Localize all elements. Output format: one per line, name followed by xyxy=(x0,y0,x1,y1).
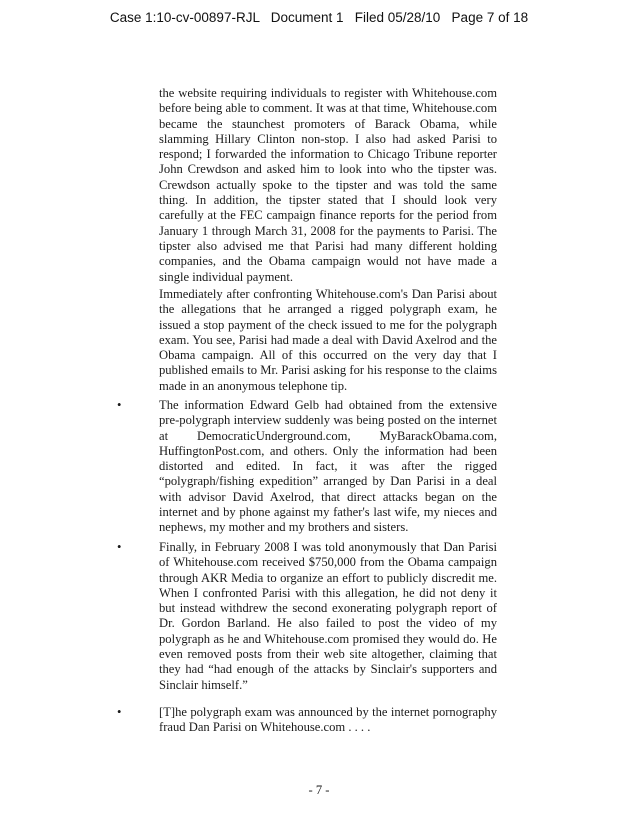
bullet-3: • xyxy=(117,705,122,719)
bullet-2: • xyxy=(117,540,122,554)
paragraph-3: The information Edward Gelb had obtained from the extensive pre-polygraph interview suddenly was being posted on the internet at DemocraticUnderground.com, MyBarackObama.com, HuffingtonPost.com, and others. Only the information had been distorted and edited. In fact, it was after the rigged “polygraph/fishing expedition” arranged by Dan Parisi in a deal with advisor David Axelrod, that direct attacks began on the internet and by phone against my father's last wife, my nieces and nephews, my mother and my brothers and sisters. xyxy=(159,398,497,535)
page-number: - 7 - xyxy=(308,783,330,797)
paragraph-4: Finally, in February 2008 I was told anonymously that Dan Parisi of Whitehouse.com received $750,000 from the Obama campaign through AKR Media to organize an effort to publicly discredit me. When I confronted Parisi with this allegation, he did not deny it but instead withdrew the second exonerating polygraph report of Dr. Gordon Barland. He also failed to post the video of my polygraph as he and Whitehouse.com promised they would do. He even removed posts from their web site altogether, claiming that they had “had enough of the attacks by Sinclair's supporters and Sinclair himself.” xyxy=(159,540,497,692)
case-header: Case 1:10-cv-00897-RJL Document 1 Filed 05/28/10 Page 7 of 18 xyxy=(109,10,529,25)
bullet-1: • xyxy=(117,398,122,412)
paragraph-2: Immediately after confronting Whitehouse.com's Dan Parisi about the allegations that he arranged a rigged polygraph exam, he issued a stop payment of the check issued to me for the polygraph exam. You see, Parisi had made a deal with David Axelrod and the Obama campaign. All of this occurred on the very day that I published emails to Mr. Parisi asking for his response to the claims made in an anonymous telephone tip. xyxy=(159,287,497,393)
paragraph-5: [T]he polygraph exam was announced by the internet pornography fraud Dan Parisi on Whitehouse.com . . . . xyxy=(159,705,497,735)
paragraph-1: the website requiring individuals to register with Whitehouse.com before being able to comment. It was at that time, Whitehouse.com became the staunchest promoters of Barack Obama, while slamming Hillary Clinton non-stop. I also had asked Parisi to respond; I forwarded the information to Chicago Tribune reporter John Crewdson and asked him to look into who the tipster was. Crewdson actually spoke to the tipster and was told the same thing. In addition, the tipster stated that I should look very carefully at the FEC campaign finance reports for the period from January 1 through March 31, 2008 for the payments to Parisi. The tipster also advised me that Parisi had many different holding companies, and the Obama campaign would not have made a single individual payment. xyxy=(159,86,497,284)
